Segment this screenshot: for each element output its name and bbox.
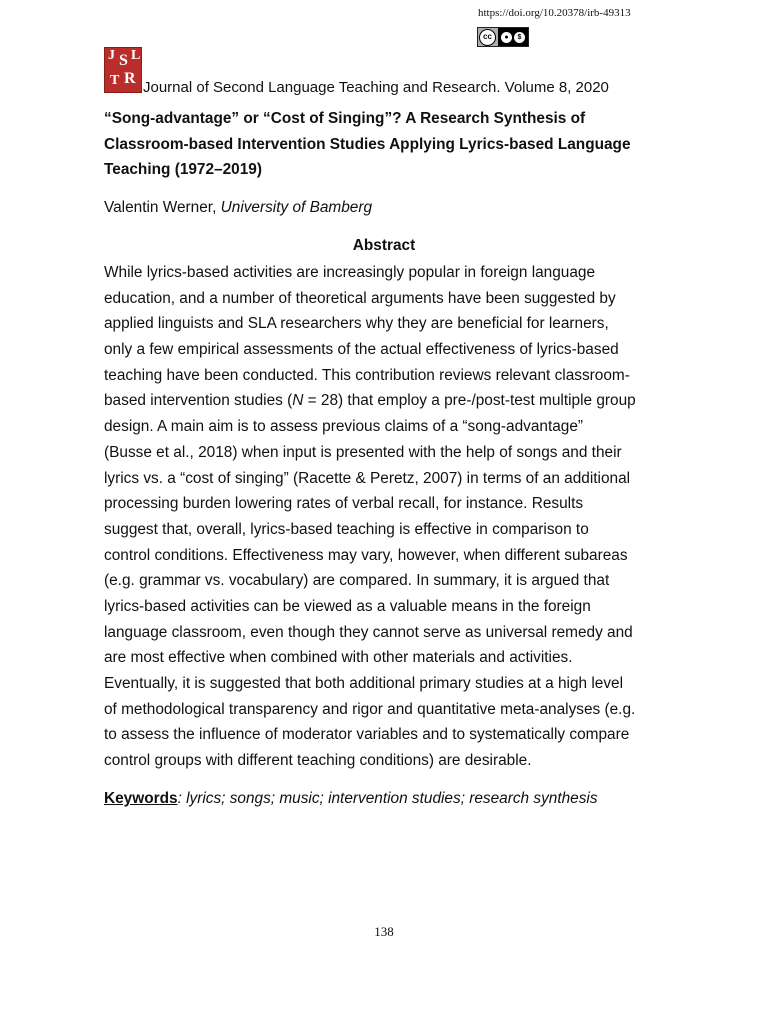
abstract-line: applied linguists and SLA researchers why they are beneficial for learners,	[104, 315, 609, 333]
keywords-value: : lyrics; songs; music; intervention studies; research synthesis	[177, 790, 598, 807]
doi-link[interactable]: https://doi.org/10.20378/irb-49313	[478, 7, 631, 19]
author-line	[104, 199, 372, 217]
abstract-body	[104, 260, 679, 774]
abstract-line: to assess the influence of moderator variables and to systematically compare	[104, 726, 630, 744]
abstract-line: design. A main aim is to assess previous claims of a “song-advantage”	[104, 418, 584, 436]
abstract-line: are most effective when combined with other materials and activities.	[104, 649, 573, 667]
abstract-line: control groups with different teaching conditions) are desirable.	[104, 752, 532, 770]
title-line: Teaching (1972–2019)	[104, 161, 262, 178]
abstract-heading: Abstract	[352, 237, 416, 254]
logo-letter-j: J	[108, 48, 115, 63]
abstract-line: only a few empirical assessments of the actual effectiveness of lyrics-based	[104, 341, 619, 359]
author-name: Valentin Werner,	[104, 199, 221, 216]
nc-icon: $	[514, 32, 525, 43]
abstract-line: language classroom, even though they cannot serve as universal remedy and	[104, 623, 633, 641]
cc-icon: cc	[479, 29, 496, 46]
sample-size-symbol: N	[292, 392, 304, 410]
abstract-line: education, and a number of theoretical arguments have been suggested by	[104, 289, 616, 307]
paper-title	[104, 106, 684, 183]
journal-line: Journal of Second Language Teaching and Research. Volume 8, 2020	[143, 79, 609, 96]
license-icons	[498, 28, 528, 46]
abstract-line: lyrics-based activities can be viewed as a valuable means in the foreign	[104, 597, 591, 615]
logo-letter-l: L	[131, 48, 141, 63]
keywords-label: Keywords	[104, 790, 178, 807]
author-affiliation: University of Bamberg	[220, 199, 373, 216]
abstract-line: (Busse et al., 2018) when input is presented with the help of songs and their	[104, 443, 622, 461]
abstract-line: control conditions. Effectiveness may vary, however, when different subareas	[104, 546, 628, 564]
cc-license-badge[interactable]	[477, 27, 529, 47]
abstract-line: Eventually, it is suggested that both additional primary studies at a high level	[104, 675, 624, 692]
abstract-line: suggest that, overall, lyrics-based teaching is effective in comparison to	[104, 520, 589, 538]
logo-letter-t: T	[110, 73, 120, 88]
logo-letter-r: R	[124, 70, 136, 87]
abstract-line: lyrics vs. a “cost of singing” (Racette & Peretz, 2007) in terms of an additional	[104, 469, 631, 487]
abstract-line: (e.g. grammar vs. vocabulary) are compared. In summary, it is argued that	[104, 572, 610, 590]
abstract-line: While lyrics-based activities are increasingly popular in foreign language	[104, 264, 596, 281]
keywords-line	[104, 790, 598, 808]
page-number: 138	[374, 924, 394, 939]
journal-logo	[104, 47, 142, 93]
by-icon: ●	[501, 32, 512, 43]
logo-letter-s: S	[119, 52, 128, 69]
abstract-line: teaching have been conducted. This contribution reviews relevant classroom-	[104, 366, 630, 384]
abstract-line: based intervention studies (N = 28) that employ a pre-/post-test multiple group	[104, 392, 636, 410]
title-line: “Song-advantage” or “Cost of Singing”? A Research Synthesis of	[104, 110, 586, 127]
abstract-line: of methodological transparency and rigor and quantitative meta-analyses (e.g.	[104, 700, 636, 718]
title-line: Classroom-based Intervention Studies Applying Lyrics-based Language	[104, 135, 631, 153]
abstract-line: processing burden lowering rates of verbal recall, for instance. Results	[104, 495, 584, 513]
